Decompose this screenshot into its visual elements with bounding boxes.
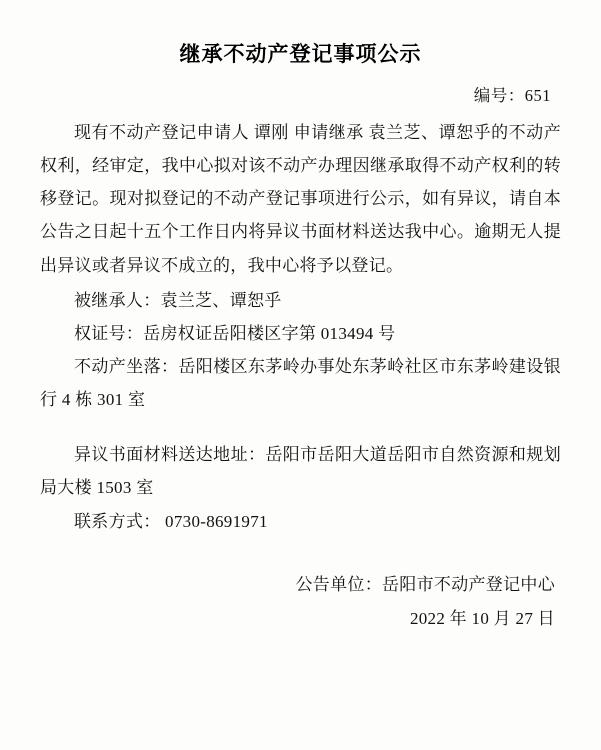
field-heir: 被继承人：袁兰芝、谭恕乎 [74, 290, 282, 310]
paragraph-spacer [40, 416, 561, 438]
field-certificate-number: 权证号：岳房权证岳阳楼区字第 013494 号 [74, 323, 396, 343]
field-contact: 联系方式： 0730-8691971 [74, 511, 268, 531]
main-paragraph: 现有不动产登记申请人 谭刚 申请继承 袁兰芝、谭恕乎的不动产权利，经审定，我中心拟对该不动产办理因继承取得不动产权利的转移登记。现对拟登记的不动产登记事项进行公示，如有异议，请自本公告之日起十五个工作日内将异议书面材料送达我中心。逾期无人提出异议或者异议不成立的，我中心将予以登记。 [40, 123, 561, 275]
field-objection-address: 异议书面材料送达地址：岳阳市岳阳大道岳阳市自然资源和规划局大楼 1503 室 [40, 445, 561, 498]
page-title: 继承不动产登记事项公示 [179, 42, 422, 66]
document-number: 编号：651 [473, 86, 551, 105]
signature-block [40, 568, 561, 636]
issue-date: 2022 年 10 月 27 日 [409, 608, 555, 628]
issuing-organization: 公告单位：岳阳市不动产登记中心 [295, 574, 555, 594]
field-property-location: 不动产坐落：岳阳楼区东茅岭办事处东茅岭社区市东茅岭建设银行 4 栋 301 室 [40, 356, 561, 410]
